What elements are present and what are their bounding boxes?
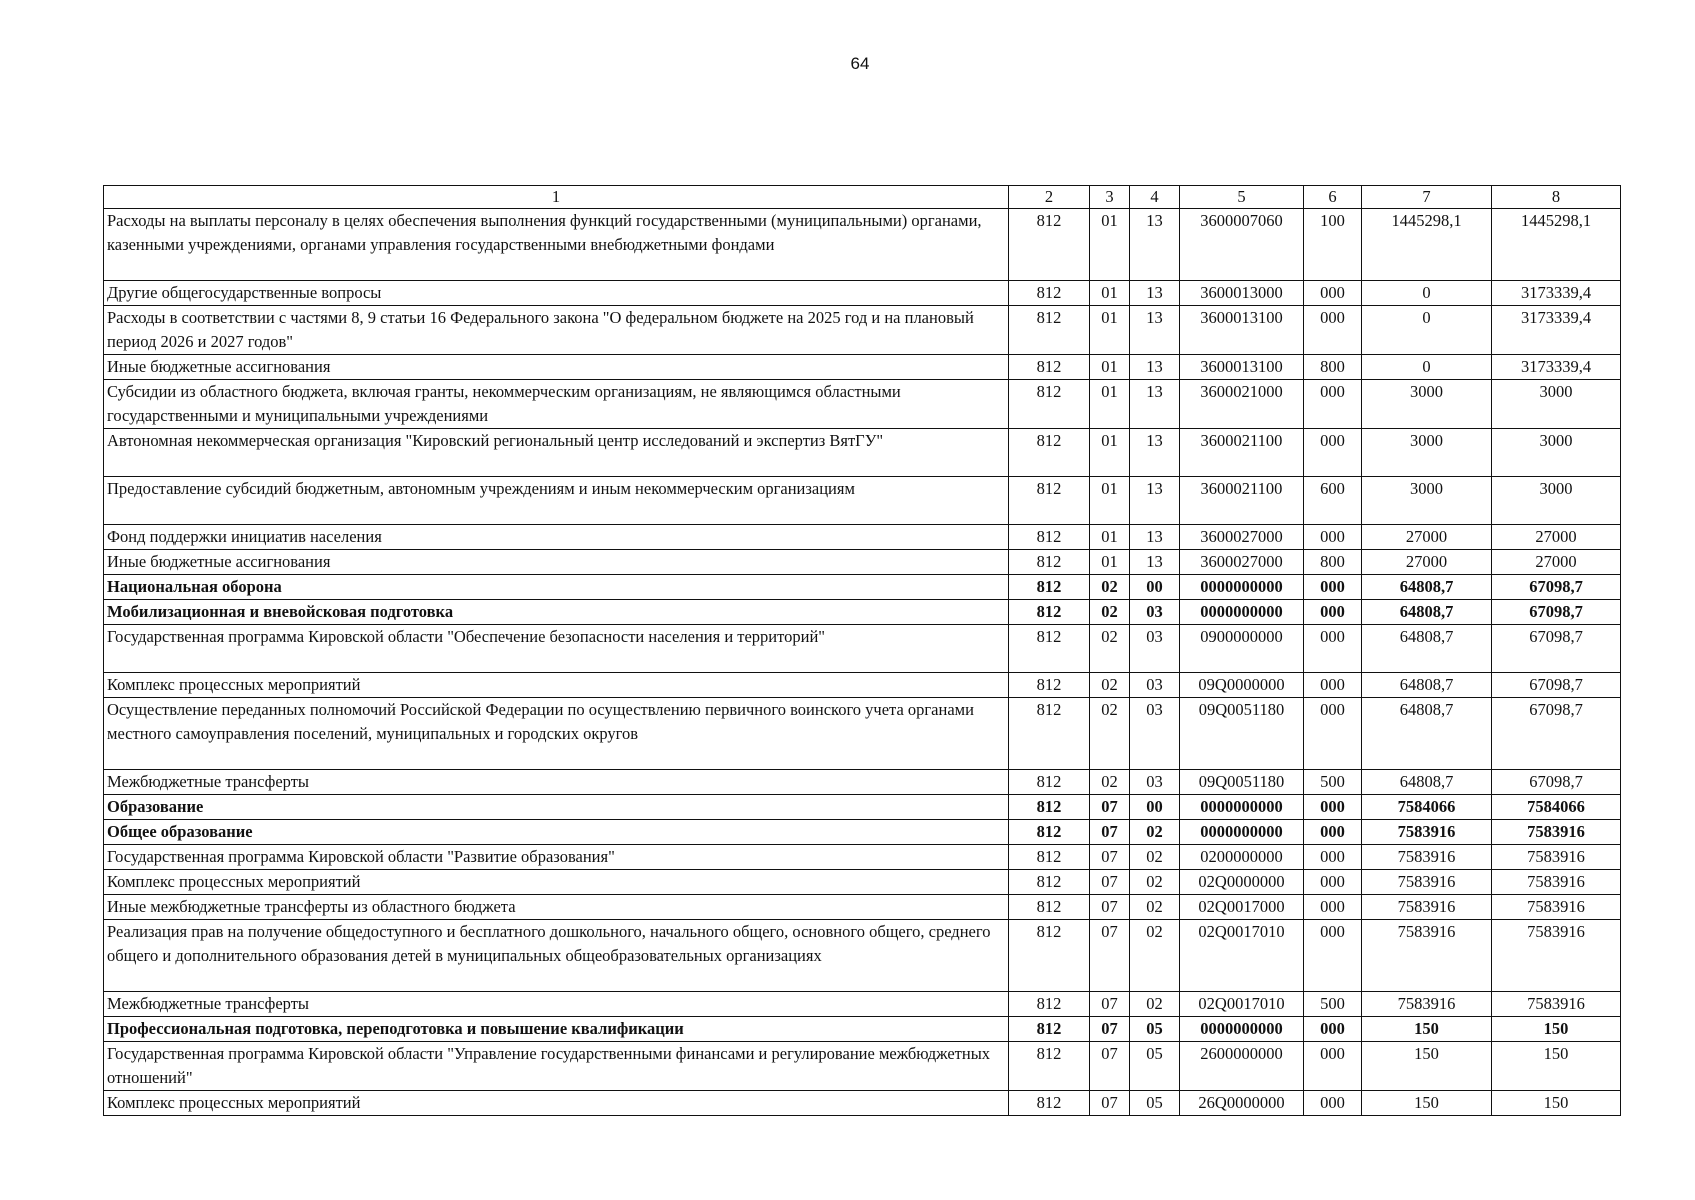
- target-article-code: 02Q0000000: [1180, 870, 1304, 895]
- target-article-code: 0000000000: [1180, 820, 1304, 845]
- target-article-code: 3600027000: [1180, 550, 1304, 575]
- expense-type-code: 000: [1304, 575, 1362, 600]
- amount-2026: 64808,7: [1362, 625, 1492, 673]
- amount-2026: 0: [1362, 281, 1492, 306]
- table-row: [104, 600, 1621, 625]
- amount-2026: 27000: [1362, 525, 1492, 550]
- chapter-code: 01: [1090, 429, 1130, 477]
- column-header-5: 5: [1180, 186, 1304, 209]
- chapter-code: 02: [1090, 698, 1130, 770]
- target-article-code: 09Q0051180: [1180, 770, 1304, 795]
- section-code: 812: [1009, 625, 1090, 673]
- table-row: [104, 992, 1621, 1017]
- section-code: 812: [1009, 575, 1090, 600]
- section-code: 812: [1009, 820, 1090, 845]
- chapter-code: 01: [1090, 525, 1130, 550]
- amount-2027: 3000: [1492, 429, 1621, 477]
- section-code: 812: [1009, 770, 1090, 795]
- row-description: Предоставление субсидий бюджетным, автономным учреждениям и иным некоммерческим организациям: [104, 477, 1009, 525]
- table-row: [104, 429, 1621, 477]
- chapter-code: 07: [1090, 845, 1130, 870]
- chapter-code: 07: [1090, 1017, 1130, 1042]
- amount-2027: 67098,7: [1492, 698, 1621, 770]
- table-row: [104, 820, 1621, 845]
- chapter-code: 02: [1090, 673, 1130, 698]
- section-code: 812: [1009, 845, 1090, 870]
- amount-2027: 7583916: [1492, 992, 1621, 1017]
- amount-2026: 7584066: [1362, 795, 1492, 820]
- column-header-2: 2: [1009, 186, 1090, 209]
- amount-2026: 7583916: [1362, 870, 1492, 895]
- row-description: Другие общегосударственные вопросы: [104, 281, 1009, 306]
- table-row: [104, 355, 1621, 380]
- target-article-code: 26Q0000000: [1180, 1091, 1304, 1116]
- amount-2026: 0: [1362, 306, 1492, 355]
- expense-type-code: 500: [1304, 770, 1362, 795]
- target-article-code: 0200000000: [1180, 845, 1304, 870]
- row-description: Комплекс процессных мероприятий: [104, 673, 1009, 698]
- section-code: 812: [1009, 355, 1090, 380]
- subchapter-code: 03: [1130, 673, 1180, 698]
- expense-type-code: 000: [1304, 600, 1362, 625]
- chapter-code: 01: [1090, 306, 1130, 355]
- target-article-code: 0900000000: [1180, 625, 1304, 673]
- amount-2027: 3173339,4: [1492, 306, 1621, 355]
- section-code: 812: [1009, 795, 1090, 820]
- section-code: 812: [1009, 380, 1090, 429]
- expense-type-code: 000: [1304, 1091, 1362, 1116]
- amount-2026: 7583916: [1362, 845, 1492, 870]
- subchapter-code: 13: [1130, 380, 1180, 429]
- chapter-code: 01: [1090, 477, 1130, 525]
- column-header-8: 8: [1492, 186, 1621, 209]
- target-article-code: 02Q0017010: [1180, 992, 1304, 1017]
- table-row: [104, 698, 1621, 770]
- section-code: 812: [1009, 920, 1090, 992]
- target-article-code: 3600013100: [1180, 355, 1304, 380]
- expense-type-code: 000: [1304, 1017, 1362, 1042]
- amount-2027: 7583916: [1492, 820, 1621, 845]
- subchapter-code: 13: [1130, 477, 1180, 525]
- target-article-code: 3600013100: [1180, 306, 1304, 355]
- chapter-code: 02: [1090, 575, 1130, 600]
- table-row: [104, 1017, 1621, 1042]
- target-article-code: 3600027000: [1180, 525, 1304, 550]
- subchapter-code: 02: [1130, 820, 1180, 845]
- expense-type-code: 000: [1304, 380, 1362, 429]
- section-code: 812: [1009, 429, 1090, 477]
- target-article-code: 0000000000: [1180, 795, 1304, 820]
- amount-2027: 150: [1492, 1091, 1621, 1116]
- expense-type-code: 000: [1304, 525, 1362, 550]
- amount-2026: 64808,7: [1362, 770, 1492, 795]
- amount-2027: 3000: [1492, 380, 1621, 429]
- amount-2027: 3173339,4: [1492, 281, 1621, 306]
- section-code: 812: [1009, 306, 1090, 355]
- chapter-code: 07: [1090, 795, 1130, 820]
- amount-2027: 150: [1492, 1017, 1621, 1042]
- amount-2027: 1445298,1: [1492, 209, 1621, 281]
- table-row: [104, 895, 1621, 920]
- row-description: Межбюджетные трансферты: [104, 992, 1009, 1017]
- column-number-row: [104, 186, 1621, 209]
- subchapter-code: 13: [1130, 306, 1180, 355]
- chapter-code: 02: [1090, 625, 1130, 673]
- amount-2026: 0: [1362, 355, 1492, 380]
- section-code: 812: [1009, 673, 1090, 698]
- row-description: Фонд поддержки инициатив населения: [104, 525, 1009, 550]
- amount-2027: 7584066: [1492, 795, 1621, 820]
- amount-2026: 150: [1362, 1017, 1492, 1042]
- expense-type-code: 000: [1304, 306, 1362, 355]
- subchapter-code: 03: [1130, 770, 1180, 795]
- expense-type-code: 000: [1304, 1042, 1362, 1091]
- target-article-code: 0000000000: [1180, 1017, 1304, 1042]
- section-code: 812: [1009, 600, 1090, 625]
- row-description: Субсидии из областного бюджета, включая гранты, некоммерческим организациям, не являющимся областными государственными и муниципальными учреждениями: [104, 380, 1009, 429]
- amount-2026: 7583916: [1362, 895, 1492, 920]
- column-header-4: 4: [1130, 186, 1180, 209]
- table-row: [104, 920, 1621, 992]
- row-description: Иные бюджетные ассигнования: [104, 550, 1009, 575]
- amount-2027: 3000: [1492, 477, 1621, 525]
- table-row: [104, 209, 1621, 281]
- chapter-code: 01: [1090, 380, 1130, 429]
- amount-2027: 67098,7: [1492, 575, 1621, 600]
- expense-type-code: 000: [1304, 429, 1362, 477]
- amount-2027: 7583916: [1492, 870, 1621, 895]
- table-row: [104, 575, 1621, 600]
- row-description: Комплекс процессных мероприятий: [104, 870, 1009, 895]
- expense-type-code: 800: [1304, 550, 1362, 575]
- amount-2026: 7583916: [1362, 920, 1492, 992]
- expense-type-code: 800: [1304, 355, 1362, 380]
- subchapter-code: 13: [1130, 281, 1180, 306]
- subchapter-code: 00: [1130, 795, 1180, 820]
- section-code: 812: [1009, 992, 1090, 1017]
- chapter-code: 07: [1090, 820, 1130, 845]
- column-header-3: 3: [1090, 186, 1130, 209]
- expense-type-code: 000: [1304, 625, 1362, 673]
- target-article-code: 09Q0000000: [1180, 673, 1304, 698]
- row-description: Осуществление переданных полномочий Российской Федерации по осуществлению первичного воинского учета органами местного самоуправления поселений, муниципальных и городских округов: [104, 698, 1009, 770]
- amount-2026: 27000: [1362, 550, 1492, 575]
- amount-2027: 7583916: [1492, 920, 1621, 992]
- subchapter-code: 05: [1130, 1091, 1180, 1116]
- section-code: 812: [1009, 870, 1090, 895]
- chapter-code: 01: [1090, 355, 1130, 380]
- target-article-code: 3600021100: [1180, 477, 1304, 525]
- amount-2026: 3000: [1362, 477, 1492, 525]
- expense-type-code: 500: [1304, 992, 1362, 1017]
- row-description: Автономная некоммерческая организация "Кировский региональный центр исследований и экспертиз ВятГУ": [104, 429, 1009, 477]
- row-description: Профессиональная подготовка, переподготовка и повышение квалификации: [104, 1017, 1009, 1042]
- expense-type-code: 000: [1304, 698, 1362, 770]
- column-header-1: 1: [104, 186, 1009, 209]
- row-description: Расходы на выплаты персоналу в целях обеспечения выполнения функций государственными (муниципальными) органами, казенными учреждениями, органами управления государственными внебюджетными фондами: [104, 209, 1009, 281]
- table-row: [104, 1091, 1621, 1116]
- subchapter-code: 05: [1130, 1017, 1180, 1042]
- section-code: 812: [1009, 281, 1090, 306]
- amount-2027: 150: [1492, 1042, 1621, 1091]
- amount-2026: 3000: [1362, 380, 1492, 429]
- target-article-code: 3600013000: [1180, 281, 1304, 306]
- expense-type-code: 000: [1304, 845, 1362, 870]
- subchapter-code: 13: [1130, 209, 1180, 281]
- subchapter-code: 03: [1130, 698, 1180, 770]
- amount-2027: 67098,7: [1492, 600, 1621, 625]
- amount-2026: 64808,7: [1362, 575, 1492, 600]
- amount-2027: 67098,7: [1492, 625, 1621, 673]
- amount-2027: 67098,7: [1492, 770, 1621, 795]
- table-row: [104, 1042, 1621, 1091]
- table-row: [104, 306, 1621, 355]
- subchapter-code: 02: [1130, 845, 1180, 870]
- chapter-code: 07: [1090, 895, 1130, 920]
- row-description: Иные бюджетные ассигнования: [104, 355, 1009, 380]
- section-code: 812: [1009, 1042, 1090, 1091]
- section-code: 812: [1009, 477, 1090, 525]
- section-code: 812: [1009, 698, 1090, 770]
- subchapter-code: 05: [1130, 1042, 1180, 1091]
- chapter-code: 07: [1090, 870, 1130, 895]
- table-row: [104, 625, 1621, 673]
- target-article-code: 09Q0051180: [1180, 698, 1304, 770]
- column-header-6: 6: [1304, 186, 1362, 209]
- row-description: Общее образование: [104, 820, 1009, 845]
- amount-2026: 64808,7: [1362, 600, 1492, 625]
- expense-type-code: 000: [1304, 281, 1362, 306]
- table-row: [104, 380, 1621, 429]
- expense-type-code: 000: [1304, 820, 1362, 845]
- amount-2027: 67098,7: [1492, 673, 1621, 698]
- expense-type-code: 100: [1304, 209, 1362, 281]
- expense-type-code: 000: [1304, 920, 1362, 992]
- row-description: Государственная программа Кировской области "Обеспечение безопасности населения и территорий": [104, 625, 1009, 673]
- chapter-code: 07: [1090, 1091, 1130, 1116]
- section-code: 812: [1009, 895, 1090, 920]
- subchapter-code: 02: [1130, 992, 1180, 1017]
- target-article-code: 3600021000: [1180, 380, 1304, 429]
- table-body: [104, 209, 1621, 1116]
- amount-2026: 7583916: [1362, 992, 1492, 1017]
- chapter-code: 02: [1090, 600, 1130, 625]
- amount-2026: 150: [1362, 1091, 1492, 1116]
- section-code: 812: [1009, 525, 1090, 550]
- amount-2027: 3173339,4: [1492, 355, 1621, 380]
- subchapter-code: 03: [1130, 600, 1180, 625]
- expense-type-code: 000: [1304, 673, 1362, 698]
- row-description: Межбюджетные трансферты: [104, 770, 1009, 795]
- row-description: Национальная оборона: [104, 575, 1009, 600]
- subchapter-code: 02: [1130, 895, 1180, 920]
- chapter-code: 01: [1090, 550, 1130, 575]
- row-description: Реализация прав на получение общедоступного и бесплатного дошкольного, начального общего, основного общего, среднего общего и дополнительного образования детей в муниципальных общеобразовательных организациях: [104, 920, 1009, 992]
- row-description: Иные межбюджетные трансферты из областного бюджета: [104, 895, 1009, 920]
- row-description: Комплекс процессных мероприятий: [104, 1091, 1009, 1116]
- section-code: 812: [1009, 1017, 1090, 1042]
- chapter-code: 07: [1090, 1042, 1130, 1091]
- section-code: 812: [1009, 550, 1090, 575]
- subchapter-code: 13: [1130, 355, 1180, 380]
- amount-2027: 27000: [1492, 525, 1621, 550]
- target-article-code: 3600021100: [1180, 429, 1304, 477]
- row-description: Образование: [104, 795, 1009, 820]
- row-description: Расходы в соответствии с частями 8, 9 статьи 16 Федерального закона "О федеральном бюджете на 2025 год и на плановый период 2026 и 2027 годов": [104, 306, 1009, 355]
- section-code: 812: [1009, 209, 1090, 281]
- amount-2026: 1445298,1: [1362, 209, 1492, 281]
- row-description: Государственная программа Кировской области "Развитие образования": [104, 845, 1009, 870]
- target-article-code: 02Q0017010: [1180, 920, 1304, 992]
- chapter-code: 01: [1090, 209, 1130, 281]
- amount-2027: 27000: [1492, 550, 1621, 575]
- table-row: [104, 281, 1621, 306]
- row-description: Мобилизационная и вневойсковая подготовка: [104, 600, 1009, 625]
- amount-2026: 3000: [1362, 429, 1492, 477]
- subchapter-code: 13: [1130, 429, 1180, 477]
- chapter-code: 02: [1090, 770, 1130, 795]
- table-row: [104, 525, 1621, 550]
- budget-table: [103, 185, 1621, 1116]
- row-description: Государственная программа Кировской области "Управление государственными финансами и регулирование межбюджетных отношений": [104, 1042, 1009, 1091]
- target-article-code: 0000000000: [1180, 600, 1304, 625]
- subchapter-code: 02: [1130, 920, 1180, 992]
- amount-2026: 7583916: [1362, 820, 1492, 845]
- target-article-code: 3600007060: [1180, 209, 1304, 281]
- subchapter-code: 00: [1130, 575, 1180, 600]
- table-row: [104, 845, 1621, 870]
- amount-2026: 64808,7: [1362, 698, 1492, 770]
- table-row: [104, 770, 1621, 795]
- target-article-code: 2600000000: [1180, 1042, 1304, 1091]
- chapter-code: 01: [1090, 281, 1130, 306]
- subchapter-code: 03: [1130, 625, 1180, 673]
- amount-2026: 64808,7: [1362, 673, 1492, 698]
- table-row: [104, 477, 1621, 525]
- amount-2027: 7583916: [1492, 895, 1621, 920]
- chapter-code: 07: [1090, 920, 1130, 992]
- expense-type-code: 600: [1304, 477, 1362, 525]
- table-row: [104, 795, 1621, 820]
- amount-2027: 7583916: [1492, 845, 1621, 870]
- table-row: [104, 870, 1621, 895]
- page-number: 64: [850, 54, 870, 73]
- table-row: [104, 673, 1621, 698]
- expense-type-code: 000: [1304, 895, 1362, 920]
- subchapter-code: 13: [1130, 525, 1180, 550]
- amount-2026: 150: [1362, 1042, 1492, 1091]
- table-row: [104, 550, 1621, 575]
- section-code: 812: [1009, 1091, 1090, 1116]
- subchapter-code: 13: [1130, 550, 1180, 575]
- column-header-7: 7: [1362, 186, 1492, 209]
- chapter-code: 07: [1090, 992, 1130, 1017]
- target-article-code: 02Q0017000: [1180, 895, 1304, 920]
- expense-type-code: 000: [1304, 795, 1362, 820]
- target-article-code: 0000000000: [1180, 575, 1304, 600]
- subchapter-code: 02: [1130, 870, 1180, 895]
- expense-type-code: 000: [1304, 870, 1362, 895]
